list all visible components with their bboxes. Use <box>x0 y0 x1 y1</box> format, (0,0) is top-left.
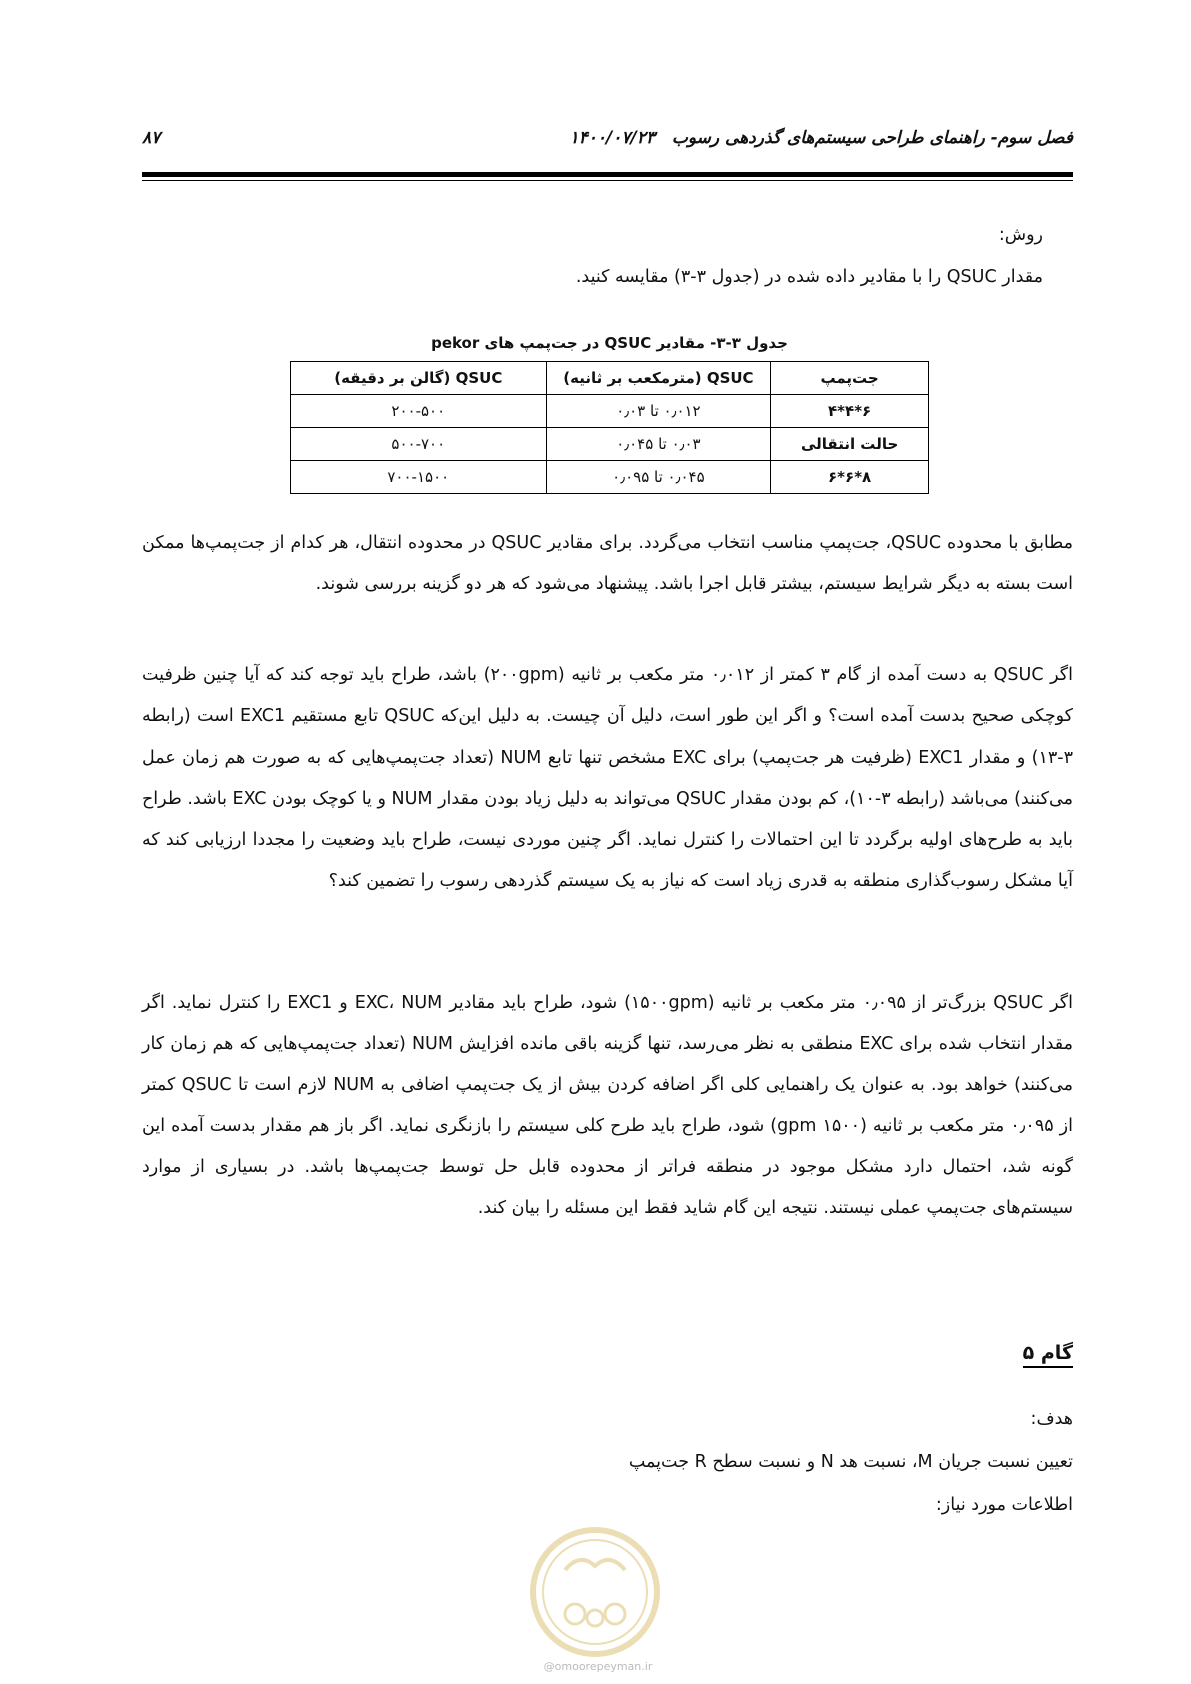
watermark-seal <box>525 1522 665 1662</box>
table-header-cell: جت‌پمپ <box>771 362 929 395</box>
qsuc-table <box>290 361 929 494</box>
table-cell: ۷۰۰-۱۵۰۰ <box>291 461 547 494</box>
table-cell: ۶*۴*۴ <box>771 395 929 428</box>
page-number: ۸۷ <box>142 128 161 148</box>
step5-section <box>142 1398 1073 1527</box>
paragraph-3: اگر QSUC بزرگ‌تر از ۰٫۰۹۵ متر مکعب بر ثانیه (۱۵۰۰gpm) شود، طراح باید مقادیر EXC، NUM و EXC1 را کنترل نماید. اگر مقدار انتخاب شده برای EXC منطقی به نظر می‌رسد، تنها گزینه باقی مانده افزایش NUM (تعداد جت‌پمپ‌هایی که هم زمان کار می‌کنند) خواهد بود. به عنوان یک راهنمایی کلی اگر اضافه کردن بیش از یک جت‌پمپ اضافی به NUM لازم است تا QSUC کمتر از ۰٫۰۹۵ متر مکعب بر ثانیه (۱۵۰۰ gpm) شود، طراح باید طرح کلی سیستم را بازنگری نماید. اگر باز هم مقدار بدست آمده این گونه شد، احتمال دارد مشکل موجود در منطقه فراتر از محدوده قابل حل توسط جت‌پمپ‌ها باشد. در بسیاری از موارد سیستم‌های جت‌پمپ عملی نیستند. نتیجه این گام شاید فقط این مسئله را بیان کند. <box>142 993 1074 1219</box>
header-rule-thin <box>142 180 1073 181</box>
table-header-row <box>291 362 929 395</box>
chapter-title: فصل سوم- راهنمای طراحی سیستم‌های گذردهی رسوب <box>671 128 1073 148</box>
paragraph-2: اگر QSUC به دست آمده از گام ۳ کمتر از ۰٫۰۱۲ متر مکعب بر ثانیه (۲۰۰gpm) باشد، طراح باید توجه کند که آیا چنین ظرفیت کوچکی صحیح بدست آمده است؟ و اگر این طور است، دلیل آن چیست. به دلیل این‌که QSUC تابع مستقیم EXC1 است (رابطه ۳-۱۳) و مقدار EXC1 (ظرفیت هر جت‌پمپ) برای EXC مشخص تنها تابع NUM (تعداد جت‌پمپ‌هایی که به صورت هم زمان عمل می‌کنند) می‌باشد (رابطه ۳-۱۰)، کم بودن مقدار QSUC می‌تواند به دلیل زیاد بودن مقدار NUM و یا کوچک بودن EXC باشد. طراح باید به طرح‌های اولیه برگردد تا این احتمالات را کنترل نماید. اگر چنین موردی نیست، طراح باید وضعیت را مجددا ارزیابی کند که آیا مشکل رسوب‌گذاری منطقه به قدری زیاد است که نیاز به یک سیستم گذردهی رسوب را تضمین کند؟ <box>142 665 1074 892</box>
info-label: اطلاعات مورد نیاز: <box>935 1495 1073 1515</box>
table-header-cell: QSUC (مترمکعب بر ثانیه) <box>546 362 771 395</box>
table-caption: جدول ۳-۳- مقادیر QSUC در جت‌پمپ های pekor <box>431 334 788 352</box>
table-cell: ۲۰۰-۵۰۰ <box>291 395 547 428</box>
table-cell: ۰٫۰۳ تا ۰٫۰۴۵ <box>546 428 771 461</box>
method-label: روش: <box>998 225 1043 245</box>
table-cell: ۰٫۰۴۵ تا ۰٫۰۹۵ <box>546 461 771 494</box>
table-cell: ۰٫۰۱۲ تا ۰٫۰۳ <box>546 395 771 428</box>
table-cell: ۵۰۰-۷۰۰ <box>291 428 547 461</box>
table-cell: ۸*۶*۶ <box>771 461 929 494</box>
method-text: مقدار QSUC را با مقادیر داده شده در (جدول ۳-۳) مقایسه کنید. <box>575 266 1043 287</box>
goal-text: تعیین نسبت جریان M، نسبت هد N و نسبت سطح R جت‌پمپ <box>628 1452 1073 1472</box>
table-row <box>291 461 929 494</box>
table-cell: حالت انتقالی <box>771 428 929 461</box>
page-header <box>142 128 1073 152</box>
goal-label: هدف: <box>1030 1409 1073 1429</box>
step5-heading: گام ۵ <box>1023 1342 1073 1368</box>
table-row <box>291 395 929 428</box>
watermark-site: @omoorepeyman.ir <box>543 1660 653 1673</box>
table-header-cell: QSUC (گالن بر دقیقه) <box>291 362 547 395</box>
header-date: ۱۴۰۰/۰۷/۲۳ <box>569 128 655 148</box>
table-row <box>291 428 929 461</box>
method-section <box>142 215 1073 298</box>
paragraph-1: مطابق با محدوده QSUC، جت‌پمپ مناسب انتخاب می‌گردد. برای مقادیر QSUC در محدوده انتقال، هر کدام از جت‌پمپ‌ها ممکن است بسته به دیگر شرایط سیستم، بیشتر قابل اجرا باشد. پیشنهاد می‌شود که هر دو گزینه بررسی شوند. <box>142 533 1073 594</box>
header-rule-thick <box>142 172 1073 177</box>
